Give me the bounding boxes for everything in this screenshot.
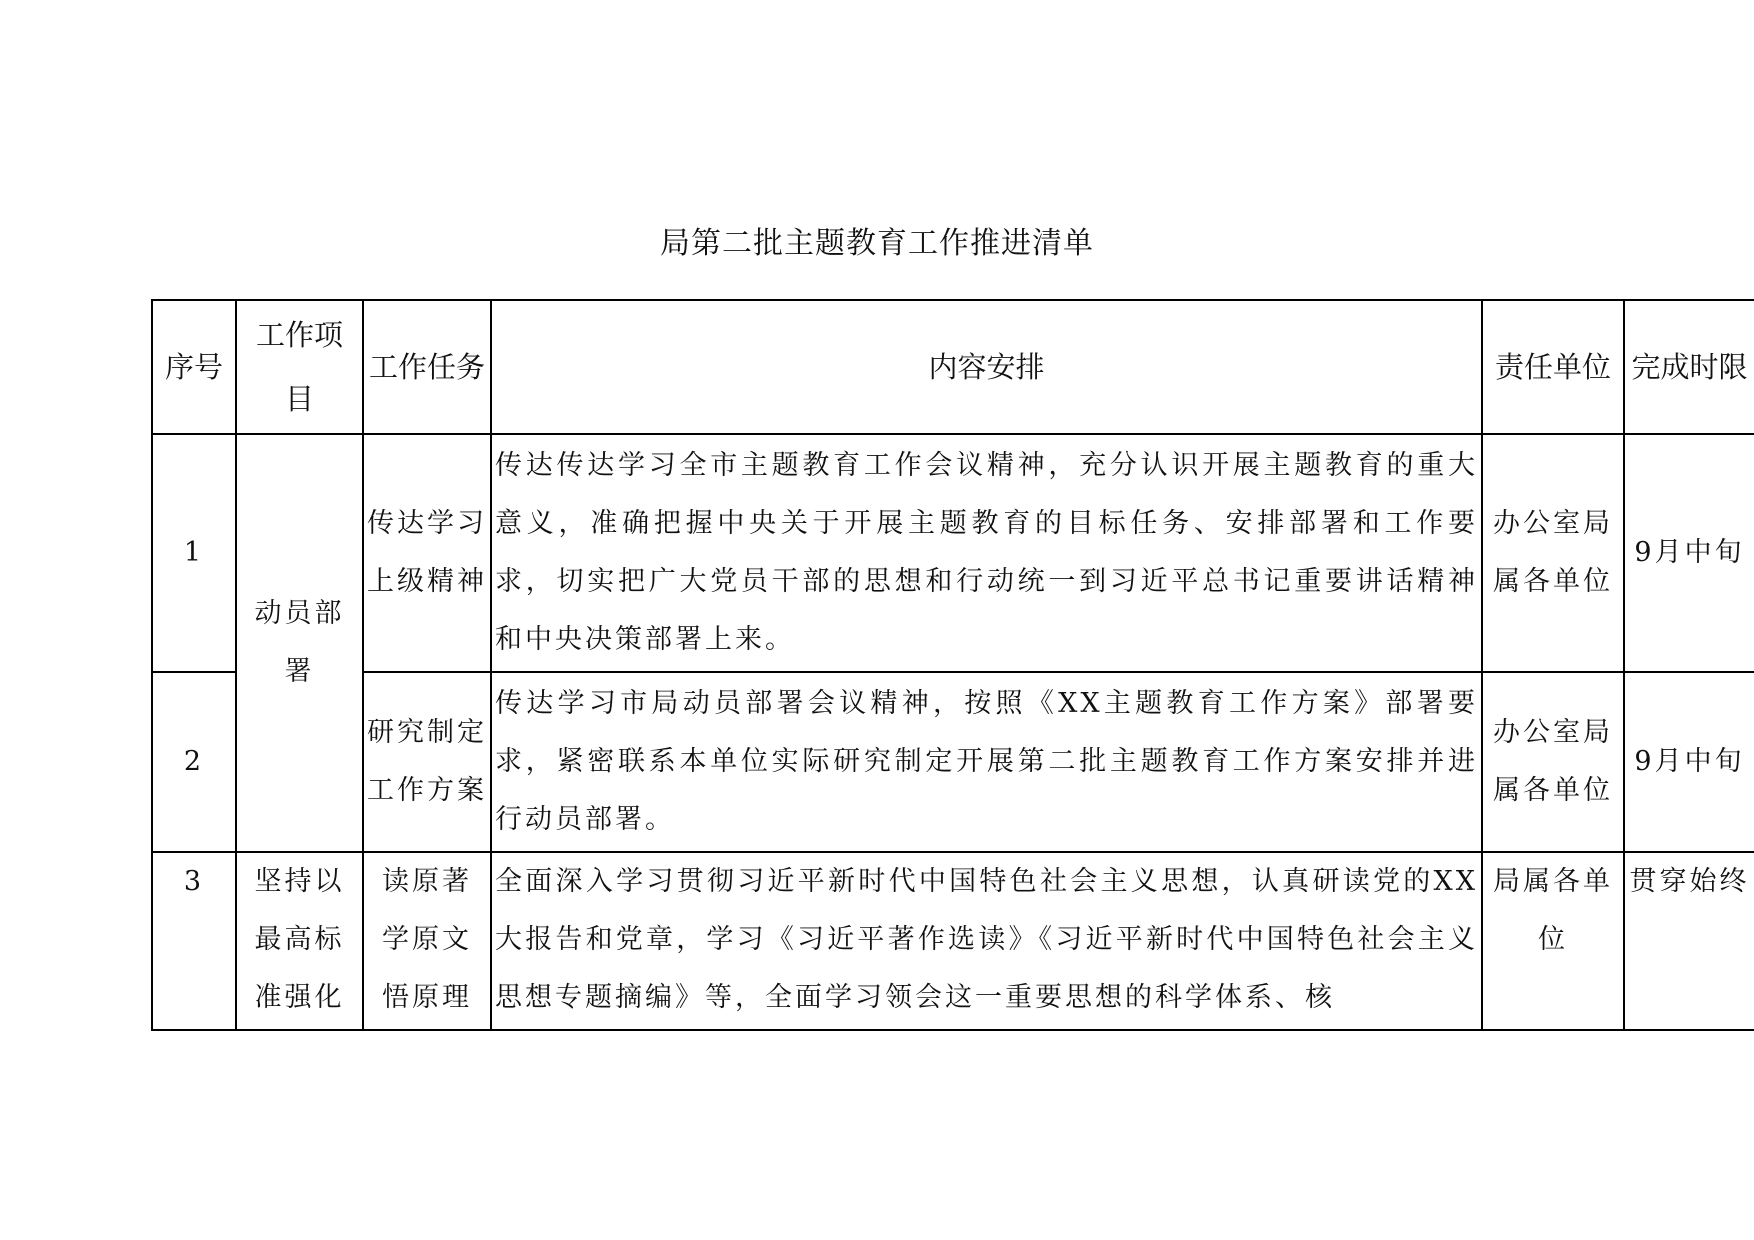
row-item-label: 坚持以最高标准强化 xyxy=(254,866,345,1013)
work-plan-table xyxy=(151,299,1754,1031)
row-deadline: 9月中旬 xyxy=(1624,672,1754,852)
row-unit xyxy=(1482,852,1624,1030)
row-item-label: 动员部署 xyxy=(254,598,345,687)
row-item xyxy=(236,852,363,1030)
row-deadline: 9月中旬 xyxy=(1624,434,1754,672)
row-task-label: 传达学习上级精神 xyxy=(367,508,487,597)
row-task xyxy=(363,672,491,852)
row-task xyxy=(363,434,491,672)
row-seq: 3 xyxy=(152,852,236,1030)
row-content: 全面深入学习贯彻习近平新时代中国特色社会主义思想，认真研读党的XX大报告和党章，学习《习近平著作选读》《习近平新时代中国特色社会主义思想专题摘编》等，全面学习领会这一重要思想的科学体系、核 xyxy=(491,852,1482,1030)
row-unit-label: 办公室局属各单位 xyxy=(1493,508,1613,597)
header-task: 工作任务 xyxy=(363,300,491,434)
header-unit: 责任单位 xyxy=(1482,300,1624,434)
table-header-row xyxy=(152,300,1754,434)
header-item-label: 工作项目 xyxy=(255,318,343,416)
row-seq: 1 xyxy=(152,434,236,672)
row-unit-label: 局属各单位 xyxy=(1493,866,1613,955)
row-deadline: 贯穿始终 xyxy=(1624,852,1754,1030)
row-item-group xyxy=(236,434,363,852)
row-task-label: 研究制定工作方案 xyxy=(367,717,487,806)
page-title: 局第二批主题教育工作推进清单 xyxy=(660,226,1094,261)
row-seq: 2 xyxy=(152,672,236,852)
row-unit-label: 办公室局属各单位 xyxy=(1493,717,1613,806)
row-content: 传达传达学习全市主题教育工作会议精神，充分认识开展主题教育的重大意义，准确把握中央关于开展主题教育的目标任务、安排部署和工作要求，切实把广大党员干部的思想和行动统一到习近平总书记重要讲话精神和中央决策部署上来。 xyxy=(491,434,1482,672)
header-item xyxy=(236,300,363,434)
header-content: 内容安排 xyxy=(491,300,1482,434)
row-task xyxy=(363,852,491,1030)
table-row xyxy=(152,434,1754,672)
row-task-label: 读原著学原文悟原理 xyxy=(382,866,472,1013)
row-content: 传达学习市局动员部署会议精神，按照《XX主题教育工作方案》部署要求，紧密联系本单位实际研究制定开展第二批主题教育工作方案安排并进行动员部署。 xyxy=(491,672,1482,852)
header-deadline: 完成时限 xyxy=(1624,300,1754,434)
row-unit xyxy=(1482,434,1624,672)
header-seq: 序号 xyxy=(152,300,236,434)
table-row xyxy=(152,852,1754,1030)
table-row xyxy=(152,672,1754,852)
row-unit xyxy=(1482,672,1624,852)
